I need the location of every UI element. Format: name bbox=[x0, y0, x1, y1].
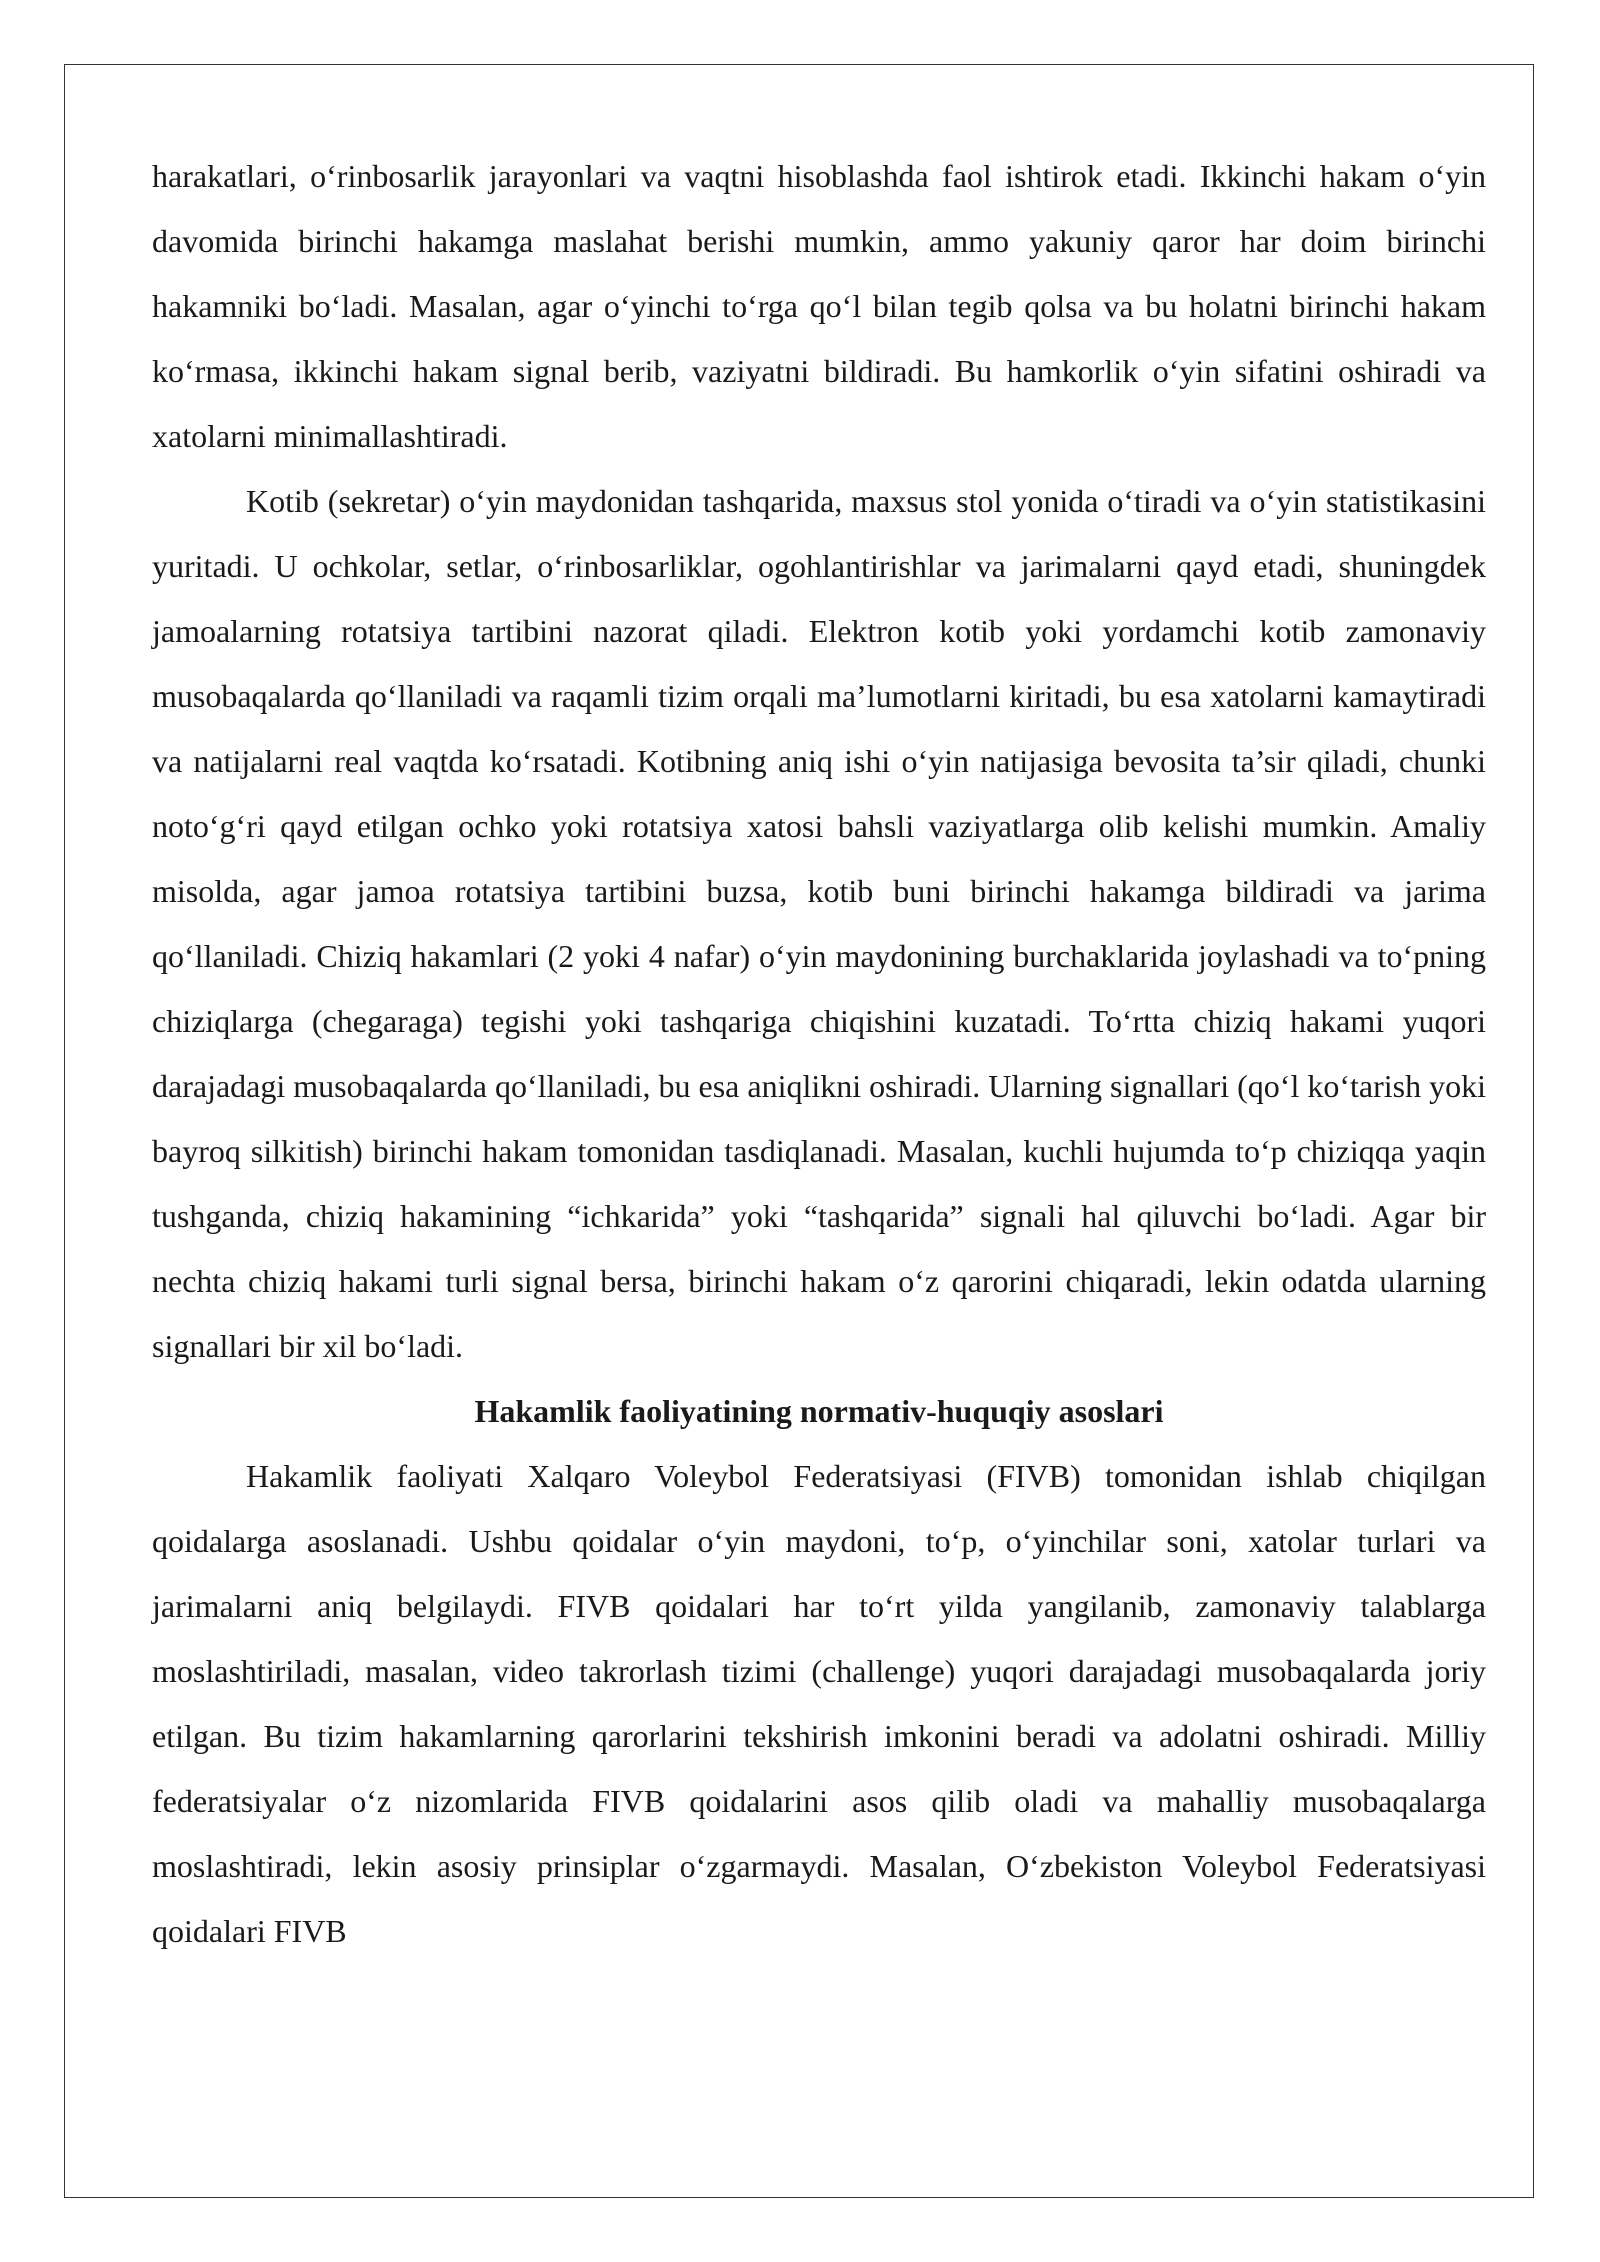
document-body bbox=[152, 144, 1486, 1964]
paragraph-continuation: harakatlari, o‘rinbosarlik jarayonlari va vaqtni hisoblashda faol ishtirok etadi. Ikkinchi hakam o‘yin davomida birinchi hakamga maslahat berishi mumkin, ammo yakuniy qaror har doim birinchi hakamniki bo‘ladi. Masalan, agar o‘yinchi to‘rga qo‘l bilan tegib qolsa va bu holatni birinchi hakam ko‘rmasa, ikkinchi hakam signal berib, vaziyatni bildiradi. Bu hamkorlik o‘yin sifatini oshiradi va xatolarni minimallashtiradi. bbox=[152, 158, 1486, 454]
section-heading: Hakamlik faoliyatining normativ-huquqiy asoslari bbox=[474, 1393, 1164, 1429]
paragraph-secretary-line-judges: Kotib (sekretar) o‘yin maydonidan tashqarida, maxsus stol yonida o‘tiradi va o‘yin statistikasini yuritadi. U ochkolar, setlar, o‘rinbosarliklar, ogohlantirishlar va jarimalarni qayd etadi, shuningdek jamoalarning rotatsiya tartibini nazorat qiladi. Elektron kotib yoki yordamchi kotib zamonaviy musobaqalarda qo‘llaniladi va raqamli tizim orqali ma’lumotlarni kiritadi, bu esa xatolarni kamaytiradi va natijalarni real vaqtda ko‘rsatadi. Kotibning aniq ishi o‘yin natijasiga bevosita ta’sir qiladi, chunki noto‘g‘ri qayd etilgan ochko yoki rotatsiya xatosi bahsli vaziyatlarga olib kelishi mumkin. Amaliy misolda, agar jamoa rotatsiya tartibini buzsa, kotib buni birinchi hakamga bildiradi va jarima qo‘llaniladi. Chiziq hakamlari (2 yoki 4 nafar) o‘yin maydonining burchaklarida joylashadi va to‘pning chiziqlarga (chegaraga) tegishi yoki tashqariga chiqishini kuzatadi. To‘rtta chiziq hakami yuqori darajadagi musobaqalarda qo‘llaniladi, bu esa aniqlikni oshiradi. Ularning signallari (qo‘l ko‘tarish yoki bayroq silkitish) birinchi hakam tomonidan tasdiqlanadi. Masalan, kuchli hujumda to‘p chiziqqa yaqin tushganda, chiziq hakamining “ichkarida” yoki “tashqarida” signali hal qiluvchi bo‘ladi. Agar bir nechta chiziq hakami turli signal bersa, birinchi hakam o‘z qarorini chiqaradi, lekin odatda ularning signallari bir xil bo‘ladi. bbox=[152, 483, 1486, 1364]
paragraph-legal-basis: Hakamlik faoliyati Xalqaro Voleybol Federatsiyasi (FIVB) tomonidan ishlab chiqilgan qoidalarga asoslanadi. Ushbu qoidalar o‘yin maydoni, to‘p, o‘yinchilar soni, xatolar turlari va jarimalarni aniq belgilaydi. FIVB qoidalari har to‘rt yilda yangilanib, zamonaviy talablarga moslashtiriladi, masalan, video takrorlash tizimi (challenge) yuqori darajadagi musobaqalarda joriy etilgan. Bu tizim hakamlarning qarorlarini tekshirish imkonini beradi va adolatni oshiradi. Milliy federatsiyalar o‘z nizomlarida FIVB qoidalarini asos qilib oladi va mahalliy musobaqalarga moslashtiradi, lekin asosiy prinsiplar o‘zgarmaydi. Masalan, O‘zbekiston Voleybol Federatsiyasi qoidalari FIVB bbox=[152, 1458, 1486, 1949]
